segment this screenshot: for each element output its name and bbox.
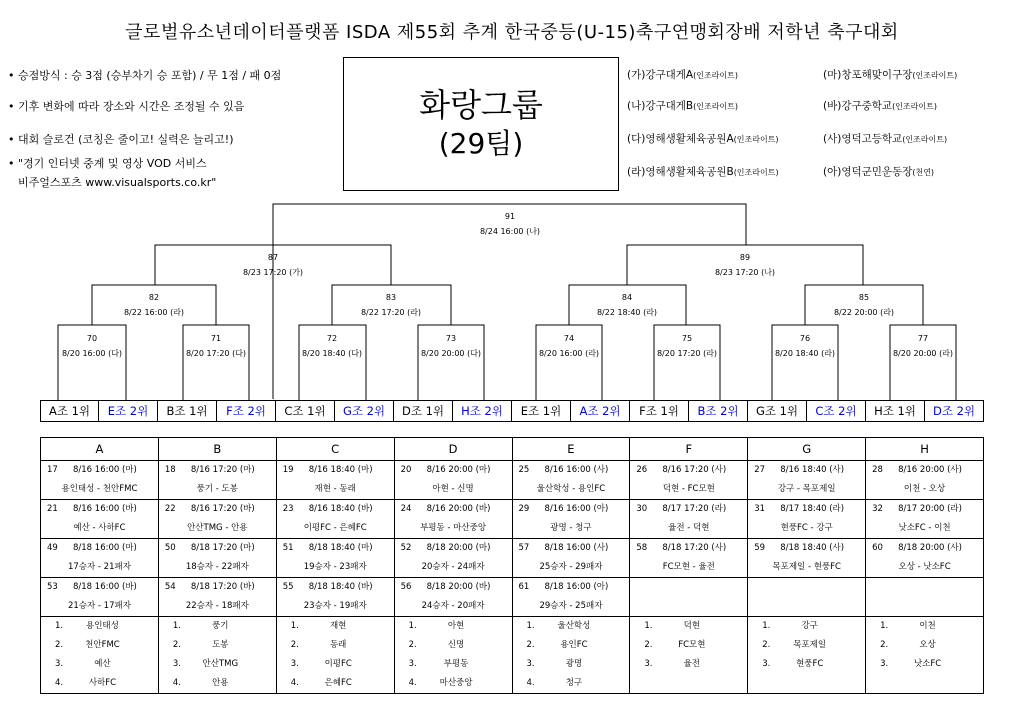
list-item [159, 636, 276, 655]
team-index: 3. [172, 659, 181, 669]
match-time: 8/18 17:20 (마) [190, 543, 255, 553]
seed-slot: F조 2위 [217, 400, 276, 422]
match-time: 8/16 17:20 (마) [190, 465, 255, 475]
list-item [513, 655, 630, 674]
match-time: 8/16 16:00 (아) [544, 504, 609, 514]
match-number: 31 [754, 504, 766, 514]
match-number: 27 [754, 465, 766, 475]
group-header-h: H [866, 438, 984, 461]
match-time: 8/18 18:40 (사) [780, 543, 845, 553]
venue-ra: (라)영해생활체육공원B(인조라이트) [627, 166, 779, 178]
match-75: 75 8/20 17:20 (라) [656, 334, 718, 358]
match-cell [866, 539, 984, 578]
group-header-f: F [630, 438, 748, 461]
match-teams: 25승자 - 29패자 [539, 562, 603, 572]
team-list-cell [394, 617, 512, 694]
venue-da: (다)영해생활체육공원A(인조라이트) [627, 133, 779, 145]
team-list-cell [276, 617, 394, 694]
match-teams: 용인태성 - 천안FMC [61, 484, 138, 494]
match-number: 54 [164, 582, 176, 592]
team-index: 4. [172, 678, 181, 688]
match-cell [630, 461, 748, 500]
team-index: 3. [526, 659, 535, 669]
team-index: 2. [762, 640, 771, 650]
match-number: 55 [282, 582, 294, 592]
seed-slot: D조 2위 [925, 400, 984, 422]
team-index: 4. [408, 678, 417, 688]
seed-slot: C조 2위 [807, 400, 866, 422]
match-number: 61 [518, 582, 530, 592]
team-name: 은혜FC [324, 678, 352, 688]
match-teams: 29승자 - 25패자 [539, 601, 603, 611]
team-name: 오상 [919, 640, 936, 650]
match-time: 8/18 16:00 (사) [544, 543, 609, 553]
match-cell [748, 500, 866, 539]
team-name: 현풍FC [796, 659, 824, 669]
match-time: 8/18 17:20 (바) [190, 582, 255, 592]
team-name: 예산 [94, 659, 111, 669]
match-teams: 목포제일 - 현풍FC [772, 562, 841, 572]
group-header-d: D [394, 438, 512, 461]
list-item [513, 617, 630, 636]
venue-ba: (바)강구중학교(인조라이트) [823, 100, 937, 112]
list-item [630, 655, 747, 674]
seed-slot: E조 2위 [99, 400, 158, 422]
match-teams: 재현 - 동래 [314, 484, 356, 494]
match-teams: 21승자 - 17패자 [67, 601, 131, 611]
match-cell [512, 461, 630, 500]
match-number: 21 [47, 504, 58, 514]
match-teams: 덕현 - FC모현 [662, 484, 715, 494]
list-item [277, 617, 394, 636]
match-teams: 24승자 - 20패자 [421, 601, 485, 611]
team-name: 목포제일 [793, 640, 827, 650]
match-number: 25 [518, 465, 530, 475]
match-time: 8/18 16:00 (아) [544, 582, 609, 592]
team-list-cell [866, 617, 984, 694]
team-index: 2. [172, 640, 181, 650]
match-cell [41, 500, 159, 539]
match-number: 53 [47, 582, 58, 592]
match-number: 32 [872, 504, 883, 514]
list-item [395, 617, 512, 636]
team-index: 3. [290, 659, 299, 669]
match-number: 19 [282, 465, 294, 475]
match-cell [41, 461, 159, 500]
seed-slot: H조 1위 [866, 400, 925, 422]
team-list-cell [41, 617, 159, 694]
match-number: 57 [518, 543, 530, 553]
seed-row [40, 400, 984, 422]
match-teams: 18승자 - 22패자 [185, 562, 249, 572]
team-index: 1. [880, 621, 889, 631]
match-number: 20 [400, 465, 412, 475]
match-teams: 20승자 - 24패자 [421, 562, 485, 572]
match-time: 8/16 20:00 (마) [426, 465, 491, 475]
list-item [277, 655, 394, 674]
team-index: 4. [526, 678, 535, 688]
note-weather: • 기후 변화에 따라 장소와 시간은 조정될 수 있음 [8, 100, 245, 113]
team-name: 부평동 [443, 659, 469, 669]
match-number: 59 [754, 543, 766, 553]
team-name: 덕현 [683, 621, 701, 631]
match-teams: 강구 - 목포제일 [777, 484, 836, 494]
match-number: 60 [872, 543, 883, 553]
list-item [41, 655, 158, 674]
team-name: 이천 [919, 621, 936, 631]
venue-ma: (마)창포해맞이구장(인조라이트) [823, 69, 958, 81]
list-item [748, 636, 865, 655]
match-cell [748, 578, 866, 617]
team-index: 3. [762, 659, 771, 669]
venue-ga: (가)강구대게A(인조라이트) [627, 69, 738, 81]
match-74: 74 8/20 16:00 (라) [538, 334, 600, 358]
group-header-e: E [512, 438, 630, 461]
match-teams: 이천 - 오상 [903, 484, 946, 494]
team-name: 도봉 [212, 640, 229, 650]
seed-slot: C조 1위 [276, 400, 335, 422]
match-teams: 이평FC - 은혜FC [303, 523, 367, 533]
list-item [41, 636, 158, 655]
match-time: 8/18 20:00 (사) [898, 543, 962, 553]
team-index: 1. [408, 621, 417, 631]
list-item [159, 617, 276, 636]
list-item [513, 636, 630, 655]
match-cell [276, 461, 394, 500]
team-index: 3. [55, 659, 64, 669]
list-item [748, 617, 865, 636]
match-time: 8/18 20:00 (바) [426, 582, 491, 592]
match-cell [41, 578, 159, 617]
team-index: 3. [880, 659, 889, 669]
team-index: 2. [55, 640, 64, 650]
team-index: 2. [526, 640, 535, 650]
match-time: 8/16 20:00 (바) [426, 504, 491, 514]
group-header-b: B [158, 438, 276, 461]
team-list-cell [630, 617, 748, 694]
list-item [630, 617, 747, 636]
match-cell [512, 578, 630, 617]
team-index: 2. [880, 640, 889, 650]
table-row [41, 500, 984, 539]
match-time: 8/16 20:00 (사) [898, 465, 962, 475]
seed-slot: B조 1위 [158, 400, 217, 422]
team-list-cell [512, 617, 630, 694]
match-84: 84 8/22 18:40 (라) [596, 293, 658, 317]
match-85: 85 8/22 20:00 (라) [833, 293, 895, 317]
match-teams: 안산TMG - 안용 [187, 523, 248, 533]
match-76: 76 8/20 18:40 (라) [774, 334, 836, 358]
match-time: 8/16 18:40 (마) [308, 465, 373, 475]
list-item [866, 636, 983, 655]
match-time: 8/18 16:00 (바) [73, 582, 137, 592]
list-item [866, 617, 983, 636]
team-name: FC모현 [678, 640, 706, 650]
match-89: 89 8/23 17:20 (나) [714, 253, 776, 277]
match-cell [866, 461, 984, 500]
team-index: 3. [644, 659, 653, 669]
note-points: • 승점방식 : 승 3점 (승부차기 승 포함) / 무 1점 / 패 0점 [8, 69, 282, 82]
seed-slot: H조 2위 [453, 400, 512, 422]
team-name: 울산학성 [557, 621, 591, 631]
table-row [41, 578, 984, 617]
match-teams: 17승자 - 21패자 [67, 562, 131, 572]
group-header-g: G [748, 438, 866, 461]
team-list-cell [748, 617, 866, 694]
team-index: 1. [644, 621, 653, 631]
match-cell [630, 578, 748, 617]
team-index: 4. [290, 678, 299, 688]
group-name: 화랑그룹 [419, 86, 543, 124]
list-item [41, 674, 158, 693]
match-time: 8/16 17:20 (사) [662, 465, 727, 475]
match-number: 56 [400, 582, 412, 592]
match-time: 8/17 18:40 (라) [780, 504, 845, 514]
seed-slot: E조 1위 [512, 400, 571, 422]
match-teams: 19승자 - 23패자 [303, 562, 367, 572]
match-time: 8/16 16:00 (바) [73, 504, 137, 514]
match-number: 30 [636, 504, 648, 514]
list-item [277, 636, 394, 655]
match-73: 73 8/20 20:00 (다) [420, 334, 482, 358]
group-team-count: (29팀) [438, 127, 524, 160]
match-teams: 울산학성 - 용인FC [536, 484, 606, 494]
match-time: 8/16 17:20 (바) [190, 504, 255, 514]
match-time: 8/16 16:00 (사) [544, 465, 609, 475]
list-item [630, 636, 747, 655]
venue-sa: (사)영덕고등학교(인조라이트) [823, 133, 948, 145]
list-item [395, 674, 512, 693]
match-teams: 현풍FC - 강구 [780, 523, 833, 533]
match-cell [748, 539, 866, 578]
table-row [41, 461, 984, 500]
seed-slot: G조 1위 [748, 400, 807, 422]
seed-slot: D조 1위 [394, 400, 453, 422]
seed-slot: G조 2위 [335, 400, 394, 422]
match-time: 8/17 17:20 (라) [662, 504, 727, 514]
match-number: 52 [400, 543, 412, 553]
list-item [748, 655, 865, 674]
match-cell [158, 578, 276, 617]
match-cell [630, 539, 748, 578]
team-index: 1. [55, 621, 64, 631]
match-cell [512, 539, 630, 578]
team-index: 2. [290, 640, 299, 650]
match-77: 77 8/20 20:00 (라) [892, 334, 954, 358]
group-header-c: C [276, 438, 394, 461]
team-name: 신명 [447, 640, 465, 650]
match-87: 87 8/23 17:20 (가) [242, 253, 304, 277]
match-cell [394, 461, 512, 500]
match-time: 8/16 16:00 (마) [73, 465, 137, 475]
table-row [41, 539, 984, 578]
team-name: 광명 [565, 659, 583, 669]
match-number: 51 [282, 543, 294, 553]
match-number: 50 [164, 543, 176, 553]
match-teams: 광명 - 청구 [550, 523, 592, 533]
match-cell [276, 539, 394, 578]
team-index: 2. [644, 640, 653, 650]
match-teams: 율전 - 덕현 [668, 523, 710, 533]
team-name: 재현 [329, 621, 347, 631]
team-name: 율전 [683, 659, 701, 669]
match-number: 17 [47, 465, 58, 475]
match-cell [394, 578, 512, 617]
match-number: 29 [518, 504, 530, 514]
team-name: 아현 [447, 621, 465, 631]
team-index: 1. [290, 621, 299, 631]
list-item [159, 655, 276, 674]
match-time: 8/18 16:00 (마) [73, 543, 137, 553]
match-teams: 아현 - 신명 [432, 484, 474, 494]
match-teams: 오상 - 낫소FC [898, 562, 951, 572]
match-70: 70 8/20 16:00 (다) [61, 334, 123, 358]
match-82: 82 8/22 16:00 (라) [123, 293, 185, 317]
match-cell [276, 578, 394, 617]
venue-na: (나)강구대게B(인조라이트) [627, 100, 739, 112]
group-header-row [41, 438, 984, 461]
seed-slot: B조 2위 [689, 400, 748, 422]
match-teams: 22승자 - 18패자 [185, 601, 249, 611]
match-number: 22 [164, 504, 176, 514]
team-index: 4. [55, 678, 64, 688]
venue-aa: (아)영덕군민운동장(천연) [823, 166, 935, 178]
match-teams: 23승자 - 19패자 [303, 601, 367, 611]
list-item [277, 674, 394, 693]
team-name: 청구 [565, 678, 583, 688]
match-cell [158, 500, 276, 539]
list-item [866, 655, 983, 674]
team-index: 1. [526, 621, 535, 631]
team-index: 1. [172, 621, 181, 631]
team-list-cell [158, 617, 276, 694]
team-name: 사하FC [88, 678, 117, 688]
match-time: 8/16 18:40 (바) [308, 504, 373, 514]
note-broadcast: • "경기 인터넷 중계 및 영상 VOD 서비스 [8, 157, 207, 170]
team-index: 2. [408, 640, 417, 650]
match-number: 18 [164, 465, 176, 475]
match-time: 8/16 18:40 (사) [780, 465, 845, 475]
match-time: 8/18 18:40 (바) [308, 582, 373, 592]
team-index: 1. [762, 621, 771, 631]
team-name: 천안FMC [85, 640, 120, 650]
match-time: 8/18 18:40 (마) [308, 543, 373, 553]
match-teams: 낫소FC - 이천 [898, 523, 951, 533]
match-teams: 부평동 - 마산중앙 [420, 523, 487, 533]
match-cell [276, 500, 394, 539]
match-teams: 풍기 - 도봉 [196, 484, 238, 494]
group-header-a: A [41, 438, 159, 461]
match-time: 8/18 20:00 (마) [426, 543, 491, 553]
match-91: 91 8/24 16:00 (나) [479, 212, 541, 236]
match-teams: FC모현 - 율전 [662, 562, 715, 572]
match-cell [866, 578, 984, 617]
match-number: 49 [47, 543, 58, 553]
note-slogan: • 대회 슬로건 (코칭은 줄이고! 실력은 늘리고!) [8, 133, 234, 146]
match-number: 28 [872, 465, 883, 475]
seed-slot: A조 1위 [40, 400, 99, 422]
team-name: 동래 [329, 640, 347, 650]
seed-slot: F조 1위 [630, 400, 689, 422]
team-name: 용인태성 [86, 621, 119, 631]
match-number: 23 [282, 504, 294, 514]
match-cell [41, 539, 159, 578]
team-name: 용인FC [560, 640, 588, 650]
tournament-title: 글로벌유소년데이터플랫폼 ISDA 제55회 추계 한국중등(U-15)축구연맹회장배 저학년 축구대회 [125, 22, 899, 43]
match-cell [512, 500, 630, 539]
match-72: 72 8/20 18:40 (다) [301, 334, 363, 358]
match-cell [866, 500, 984, 539]
list-item [41, 617, 158, 636]
match-cell [394, 539, 512, 578]
team-name: 풍기 [212, 621, 229, 631]
team-name: 강구 [801, 621, 818, 631]
match-number: 58 [636, 543, 648, 553]
match-cell [158, 539, 276, 578]
match-cell [630, 500, 748, 539]
list-item [395, 636, 512, 655]
note-broadcast-site: 비주얼스포츠 www.visualsports.co.kr" [18, 176, 217, 189]
team-list-row [41, 617, 984, 694]
group-table [40, 437, 984, 694]
team-name: 안산TMG [202, 659, 239, 669]
match-cell [394, 500, 512, 539]
team-name: 안용 [212, 678, 229, 688]
list-item [395, 655, 512, 674]
match-cell [748, 461, 866, 500]
match-number: 24 [400, 504, 412, 514]
match-71: 71 8/20 17:20 (다) [185, 334, 247, 358]
match-cell [158, 461, 276, 500]
list-item [513, 674, 630, 693]
match-83: 83 8/22 17:20 (라) [360, 293, 422, 317]
match-time: 8/18 17:20 (사) [662, 543, 727, 553]
seed-slot: A조 2위 [571, 400, 630, 422]
match-teams: 예산 - 사하FC [73, 523, 126, 533]
team-name: 마산중앙 [439, 678, 473, 688]
match-number: 26 [636, 465, 648, 475]
list-item [159, 674, 276, 693]
team-name: 낫소FC [913, 659, 942, 669]
team-name: 이평FC [324, 659, 352, 669]
match-time: 8/17 20:00 (라) [898, 504, 962, 514]
team-index: 3. [408, 659, 417, 669]
